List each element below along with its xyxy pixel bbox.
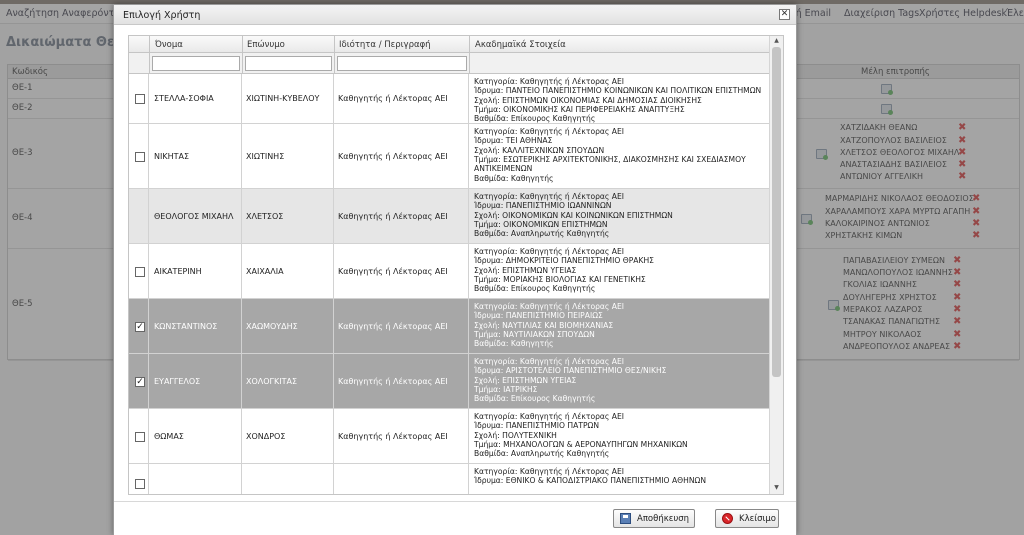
close-icon[interactable]: ✕ bbox=[780, 9, 789, 19]
academic-info-line: Ίδρυμα: ΠΑΝΕΠΙΣΤΗΜΙΟ ΙΩΑΝΝΙΝΩΝ bbox=[474, 201, 612, 211]
role-filter-input[interactable] bbox=[337, 56, 467, 71]
first-name-cell: ΘΩΜΑΣ bbox=[154, 431, 184, 441]
academic-info-line: Βαθμίδα: Καθηγητής bbox=[474, 339, 554, 349]
last-name-cell: ΧΛΕΤΣΟΣ bbox=[246, 211, 284, 221]
academic-info-line: Σχολή: ΟΙΚΟΝΟΜΙΚΩΝ ΚΑΙ ΚΟΙΝΩΝΙΚΩΝ ΕΠΙΣΤΗΜΩΝ bbox=[474, 210, 673, 220]
first-name-cell: ΝΙΚΗΤΑΣ bbox=[154, 151, 190, 161]
first-name-cell: ΕΥΑΓΓΕΛΟΣ bbox=[154, 376, 201, 386]
last-name-cell: ΧΑΩΜΟΥΔΗΣ bbox=[246, 321, 298, 331]
table-row[interactable] bbox=[129, 74, 769, 124]
table-row[interactable] bbox=[129, 244, 769, 299]
role-cell: Καθηγητής ή Λέκτορας ΑΕΙ bbox=[338, 431, 448, 441]
academic-info-line: ΑΝΤΙΚΕΙΜΕΝΩΝ bbox=[474, 164, 533, 174]
dialog-title: Επιλογή Χρήστη bbox=[123, 10, 201, 21]
col-role[interactable]: Ιδιότητα / Περιγραφή bbox=[339, 40, 431, 50]
role-cell: Καθηγητής ή Λέκτορας ΑΕΙ bbox=[338, 94, 448, 103]
academic-info-line: Κατηγορία: Καθηγητής ή Λέκτορας ΑΕΙ bbox=[474, 357, 625, 366]
col-last-name[interactable]: Επώνυμο bbox=[247, 40, 285, 50]
col-academic[interactable]: Ακαδημαϊκά Στοιχεία bbox=[475, 40, 566, 50]
academic-info-line: Κατηγορία: Καθηγητής ή Λέκτορας ΑΕΙ bbox=[474, 77, 625, 86]
close-button[interactable] bbox=[715, 509, 779, 528]
select-user-checkbox[interactable] bbox=[135, 479, 145, 489]
last-name-cell: ΧΟΛΟΓΚΙΤΑΣ bbox=[246, 376, 298, 386]
first-name-cell: ΚΩΝΣΤΑΝΤΙΝΟΣ bbox=[154, 321, 218, 331]
grid-header bbox=[129, 36, 769, 53]
academic-info-line: Ίδρυμα: ΠΑΝΕΠΙΣΤΗΜΙΟ ΠΕΙΡΑΙΩΣ bbox=[474, 311, 603, 321]
scroll-up-arrow-icon[interactable]: ▲ bbox=[774, 37, 779, 44]
col-first-name[interactable]: Όνομα bbox=[155, 40, 183, 50]
academic-info-line: Σχολή: ΕΠΙΣΤΗΜΩΝ ΥΓΕΙΑΣ bbox=[474, 265, 577, 275]
last-name-cell: ΧΙΩΤΙΝΗΣ bbox=[246, 151, 285, 161]
academic-info-line: Κατηγορία: Καθηγητής ή Λέκτορας ΑΕΙ bbox=[474, 467, 625, 476]
academic-info-line: Τμήμα: ΝΑΥΤΙΛΙΑΚΩΝ ΣΠΟΥΔΩΝ bbox=[474, 329, 595, 339]
last-name-cell: ΧΑΙΧΑΛΙΑ bbox=[246, 266, 284, 276]
last-name-cell: ΧΟΝΔΡΟΣ bbox=[246, 431, 286, 441]
table-row[interactable] bbox=[129, 354, 769, 409]
academic-info-line: Κατηγορία: Καθηγητής ή Λέκτορας ΑΕΙ bbox=[474, 412, 625, 421]
role-cell: Καθηγητής ή Λέκτορας ΑΕΙ bbox=[338, 151, 448, 161]
select-user-checkbox[interactable] bbox=[135, 152, 145, 162]
academic-info-line: Κατηγορία: Καθηγητής ή Λέκτορας ΑΕΙ bbox=[474, 302, 625, 311]
table-row[interactable] bbox=[129, 299, 769, 354]
first-name-cell: ΘΕΟΛΟΓΟΣ ΜΙΧΑΗΛ bbox=[154, 211, 234, 221]
academic-info-line: Ίδρυμα: ΕΘΝΙΚΟ & ΚΑΠΟΔΙΣΤΡΙΑΚΟ ΠΑΝΕΠΙΣΤΗΜΙΟ ΑΘΗΝΩΝ bbox=[474, 476, 706, 486]
academic-info-line: Τμήμα: ΟΙΚΟΝΟΜΙΚΩΝ ΕΠΙΣΤΗΜΩΝ bbox=[474, 219, 608, 229]
academic-info-line: Βαθμίδα: Επίκουρος Καθηγητής bbox=[474, 394, 596, 404]
academic-info-line: Ίδρυμα: ΠΑΝΤΕΙΟ ΠΑΝΕΠΙΣΤΗΜΙΟ ΚΟΙΝΩΝΙΚΩΝ ΚΑΙ ΠΟΛΙΤΙΚΩΝ ΕΠΙΣΤΗΜΩΝ bbox=[474, 86, 762, 96]
dialog-footer bbox=[114, 501, 796, 535]
select-user-checkbox[interactable] bbox=[135, 267, 145, 277]
academic-info-line: Κατηγορία: Καθηγητής ή Λέκτορας ΑΕΙ bbox=[474, 127, 625, 136]
first-name-cell: ΣΤΕΛΛΑ-ΣΟΦΙΑ bbox=[154, 94, 214, 103]
save-button-label: Αποθήκευση bbox=[637, 514, 690, 524]
academic-info-line: Ίδρυμα: ΔΗΜΟΚΡΙΤΕΙΟ ΠΑΝΕΠΙΣΤΗΜΙΟ ΘΡΑΚΗΣ bbox=[474, 256, 654, 266]
save-icon bbox=[620, 513, 631, 524]
first-name-cell: ΑΙΚΑΤΕΡΙΝΗ bbox=[154, 266, 202, 276]
academic-info-line: Τμήμα: ΕΣΩΤΕΡΙΚΗΣ ΑΡΧΙΤΕΚΤΟΝΙΚΗΣ, ΔΙΑΚΟΣΜΗΣΗΣ ΚΑΙ ΣΧΕΔΙΑΣΜΟΥ bbox=[474, 154, 746, 164]
role-cell: Καθηγητής ή Λέκτορας ΑΕΙ bbox=[338, 211, 448, 221]
scrollbar-thumb[interactable] bbox=[772, 47, 781, 377]
grid-body bbox=[129, 74, 769, 495]
academic-info-line: Τμήμα: ΙΑΤΡΙΚΗΣ bbox=[474, 384, 538, 394]
academic-info-line: Σχολή: ΕΠΙΣΤΗΜΩΝ ΥΓΕΙΑΣ bbox=[474, 375, 577, 385]
filter-row bbox=[129, 53, 769, 74]
academic-info-line: Τμήμα: ΜΟΡΙΑΚΗΣ ΒΙΟΛΟΓΙΑΣ ΚΑΙ ΓΕΝΕΤΙΚΗΣ bbox=[474, 274, 646, 284]
academic-info-line: Βαθμίδα: Επίκουρος Καθηγητής bbox=[474, 114, 596, 124]
table-row[interactable] bbox=[129, 189, 769, 244]
academic-info-line: Βαθμίδα: Αναπληρωτής Καθηγητής bbox=[474, 229, 610, 239]
academic-info-line: Βαθμίδα: Αναπληρωτής Καθηγητής bbox=[474, 449, 610, 459]
last-name-filter-input[interactable] bbox=[245, 56, 332, 71]
scroll-down-arrow-icon[interactable]: ▼ bbox=[774, 484, 779, 491]
role-cell: Καθηγητής ή Λέκτορας ΑΕΙ bbox=[338, 376, 448, 386]
vertical-scrollbar[interactable] bbox=[769, 36, 783, 494]
academic-info-line: Τμήμα: ΟΙΚΟΝΟΜΙΚΗΣ ΚΑΙ ΠΕΡΙΦΕΡΕΙΑΚΗΣ ΑΝΑΠΤΥΞΗΣ bbox=[474, 104, 685, 114]
academic-info-line: Σχολή: ΝΑΥΤΙΛΙΑΣ ΚΑΙ ΒΙΟΜΗΧΑΝΙΑΣ bbox=[474, 320, 614, 330]
table-row[interactable] bbox=[129, 124, 769, 189]
select-user-checkbox[interactable]: ✓ bbox=[136, 376, 144, 387]
academic-info-line: Σχολή: ΚΑΛΛΙΤΕΧΝΙΚΩΝ ΣΠΟΥΔΩΝ bbox=[474, 145, 605, 155]
first-name-filter-input[interactable] bbox=[152, 56, 240, 71]
select-user-checkbox[interactable]: ✓ bbox=[136, 321, 144, 332]
select-user-checkbox[interactable] bbox=[135, 432, 145, 442]
academic-info-line: Κατηγορία: Καθηγητής ή Λέκτορας ΑΕΙ bbox=[474, 247, 625, 256]
save-button[interactable] bbox=[613, 509, 695, 528]
academic-info-line: Βαθμίδα: Επίκουρος Καθηγητής bbox=[474, 284, 596, 294]
academic-info-line: Βαθμίδα: Καθηγητής bbox=[474, 173, 554, 183]
academic-info-line: Ίδρυμα: ΠΑΝΕΠΙΣΤΗΜΙΟ ΠΑΤΡΩΝ bbox=[474, 421, 600, 431]
role-cell: Καθηγητής ή Λέκτορας ΑΕΙ bbox=[338, 321, 448, 331]
role-cell: Καθηγητής ή Λέκτορας ΑΕΙ bbox=[338, 266, 448, 276]
select-user-dialog bbox=[113, 4, 797, 535]
select-user-checkbox[interactable] bbox=[135, 94, 145, 104]
academic-info-line: Ίδρυμα: ΑΡΙΣΤΟΤΕΛΕΙΟ ΠΑΝΕΠΙΣΤΗΜΙΟ ΘΕΣ/ΝΙΚΗΣ bbox=[474, 366, 667, 376]
academic-info-line: Κατηγορία: Καθηγητής ή Λέκτορας ΑΕΙ bbox=[474, 192, 625, 201]
users-grid bbox=[128, 35, 784, 495]
close-circle-icon bbox=[722, 513, 733, 524]
close-button-label: Κλείσιμο bbox=[739, 514, 776, 524]
academic-info-line: Ίδρυμα: ΤΕΙ ΑΘΗΝΑΣ bbox=[474, 136, 553, 146]
table-row[interactable] bbox=[129, 464, 769, 495]
academic-info-line: Τμήμα: ΜΗΧΑΝΟΛΟΓΩΝ & ΑΕΡΟΝΑΥΠΗΓΩΝ ΜΗΧΑΝΙΚΩΝ bbox=[474, 439, 688, 449]
academic-info-line: Σχολή: ΕΠΙΣΤΗΜΩΝ ΟΙΚΟΝΟΜΙΑΣ ΚΑΙ ΔΗΜΟΣΙΑΣ ΔΙΟΙΚΗΣΗΣ bbox=[474, 95, 702, 105]
last-name-cell: ΧΙΩΤΙΝΗ-ΚΥΒΕΛΟΥ bbox=[246, 94, 320, 103]
academic-info-line: Σχολή: ΠΟΛΥΤΕΧΝΙΚΗ bbox=[474, 430, 557, 440]
table-row[interactable] bbox=[129, 409, 769, 464]
dialog-titlebar bbox=[114, 5, 796, 25]
